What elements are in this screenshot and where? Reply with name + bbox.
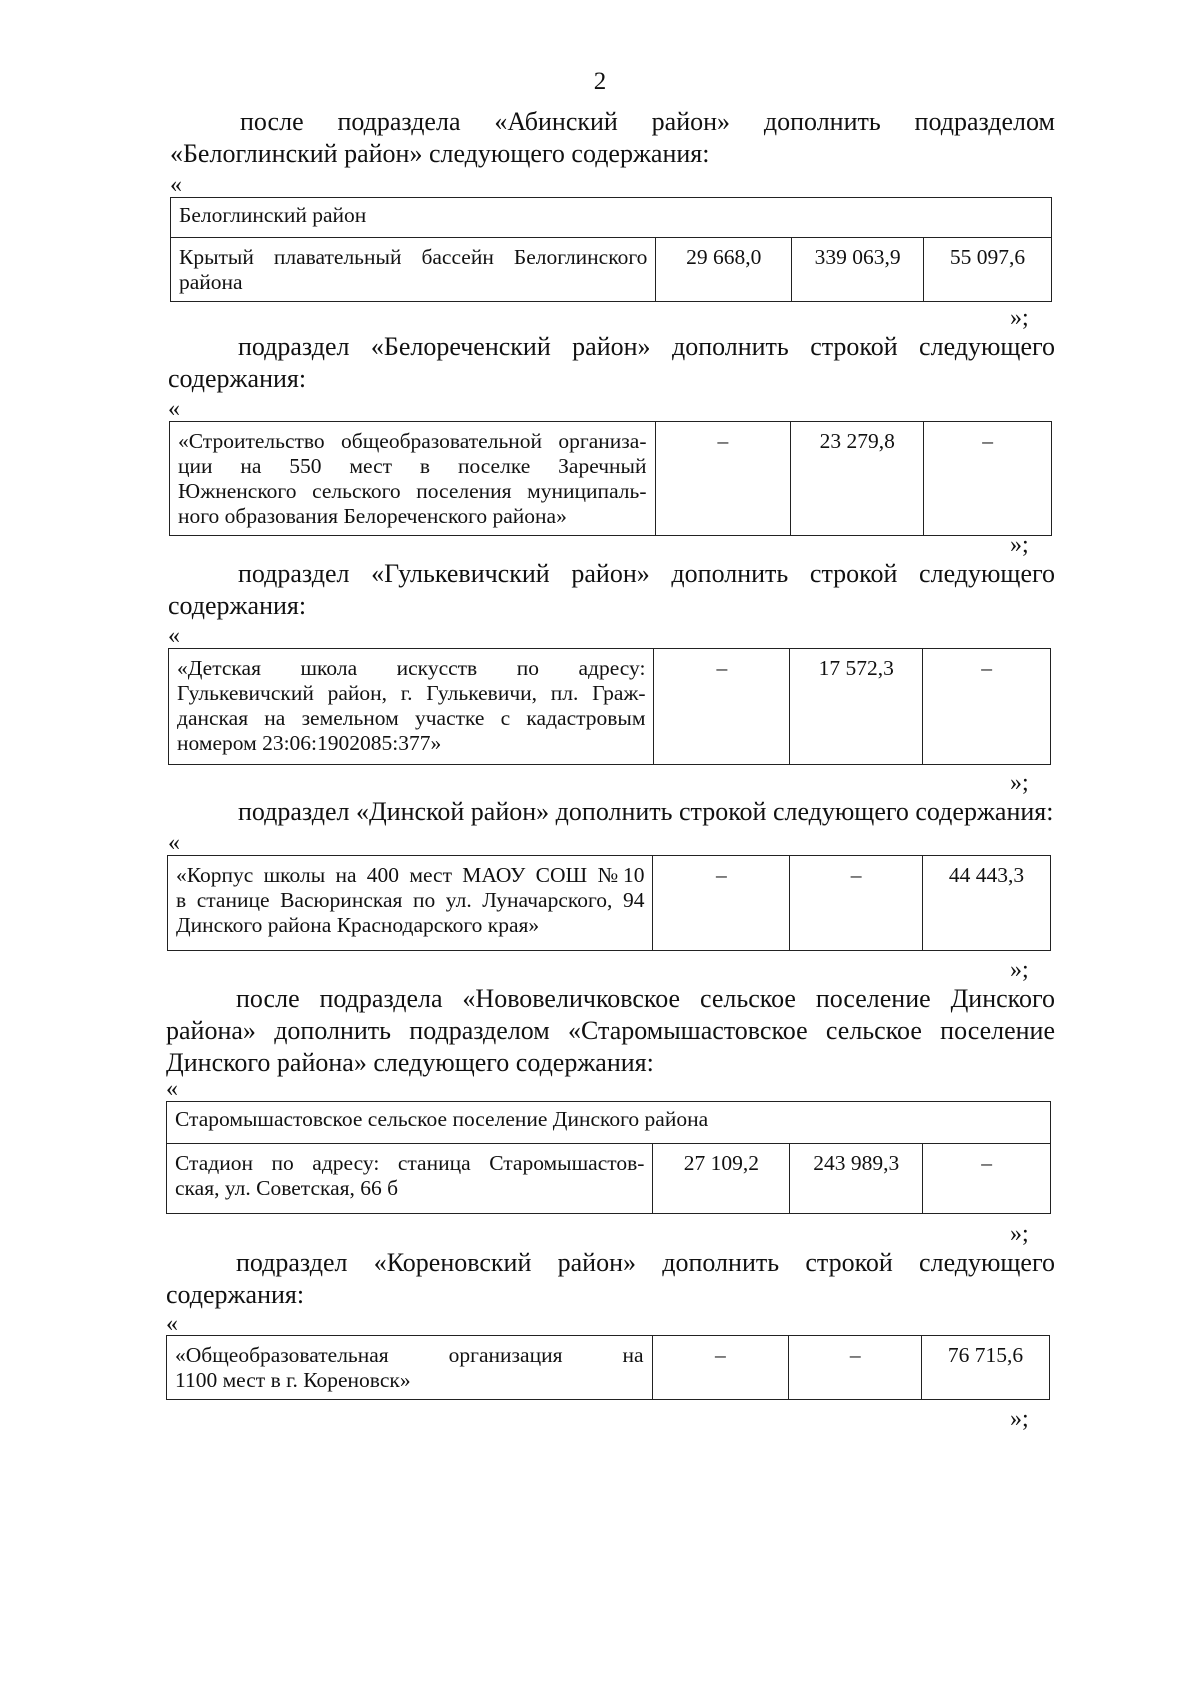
table-belogl [170, 197, 1052, 302]
value-col-3: – [924, 422, 1052, 536]
paragraph-4 [168, 796, 1055, 828]
value-col-1: – [653, 856, 790, 951]
paragraph-3 [168, 558, 1055, 622]
section-title: Старомышастовское сельское поселение Динского района [167, 1102, 1051, 1144]
value-col-1: – [655, 422, 791, 536]
object-name: Стадион по адресу: станица Старомышастов- ская, ул. Советская, 66 б [167, 1144, 653, 1214]
close-quote-2: »; [1010, 532, 1029, 558]
paragraph-3-line-2: содержания: [168, 591, 307, 620]
value-col-1: 27 109,2 [653, 1144, 790, 1214]
table-row [170, 422, 1052, 536]
table-row [167, 1336, 1050, 1400]
table-gulkev [168, 648, 1051, 765]
table-row [171, 238, 1052, 302]
paragraph-1-line-1: после подраздела «Абинский район» дополнить подразделом [240, 107, 1055, 136]
table-row [167, 1144, 1051, 1214]
open-quote-2: « [168, 396, 180, 422]
section-title: Белоглинский район [171, 198, 1052, 238]
object-name: «Общеобразовательная организация на 1100 мест в г. Кореновск» [167, 1336, 653, 1400]
paragraph-6 [166, 1247, 1055, 1311]
paragraph-6-line-1: подраздел «Кореновский район» дополнить строкой следующего [236, 1248, 1055, 1277]
open-quote-3: « [168, 623, 180, 649]
open-quote-6: « [166, 1311, 178, 1337]
paragraph-5-line-2: района» дополнить подразделом «Старомышастовское сельское поселение [166, 1016, 1055, 1045]
table-beloreck [169, 421, 1052, 536]
value-col-3: 76 715,6 [922, 1336, 1050, 1400]
close-quote-6: »; [1010, 1406, 1029, 1432]
open-quote-5: « [166, 1076, 178, 1102]
paragraph-2-line-2: содержания: [168, 364, 307, 393]
close-quote-1: »; [1010, 305, 1029, 331]
paragraph-1 [170, 106, 1055, 170]
table-korenov [166, 1335, 1050, 1400]
table-row [169, 649, 1051, 765]
value-col-2: 17 572,3 [790, 649, 923, 765]
value-col-2: – [790, 856, 923, 951]
paragraph-5-line-3: Динского района» следующего содержания: [166, 1048, 654, 1077]
close-quote-5: »; [1010, 1221, 1029, 1247]
table-staromysh [166, 1101, 1051, 1214]
close-quote-3: »; [1010, 770, 1029, 796]
table-dinsk [167, 855, 1051, 951]
paragraph-4-line-1: подраздел «Динской район» дополнить строкой следующего содержания: [238, 797, 1054, 826]
value-col-2: 23 279,8 [791, 422, 924, 536]
value-col-1: – [654, 649, 790, 765]
value-col-2: – [789, 1336, 922, 1400]
open-quote-1: « [170, 172, 182, 198]
value-col-3: – [923, 649, 1051, 765]
paragraph-5 [166, 983, 1055, 1079]
close-quote-4: »; [1010, 957, 1029, 983]
paragraph-2 [168, 331, 1055, 395]
page-number: 2 [593, 68, 607, 95]
paragraph-6-line-2: содержания: [166, 1280, 305, 1309]
value-col-1: 29 668,0 [656, 238, 792, 302]
object-name: «Корпус школы на 400 мест МАОУ СОШ №10 в станице Васюринская по ул. Луначарского, 94 Динского района Краснодарского края» [168, 856, 653, 951]
table-row [168, 856, 1051, 951]
value-col-3: 55 097,6 [924, 238, 1052, 302]
paragraph-5-line-1: после подраздела «Нововеличковское сельское поселение Динского [236, 984, 1055, 1013]
paragraph-3-line-1: подраздел «Гулькевичский район» дополнить строкой следующего [238, 559, 1055, 588]
value-col-2: 243 989,3 [790, 1144, 923, 1214]
value-col-3: 44 443,3 [923, 856, 1051, 951]
table-section-row [167, 1102, 1051, 1144]
table-section-row [171, 198, 1052, 238]
value-col-2: 339 063,9 [792, 238, 924, 302]
value-col-3: – [923, 1144, 1051, 1214]
paragraph-1-line-2: «Белоглинский район» следующего содержания: [170, 139, 710, 168]
object-name: Крытый плавательный бассейн Белоглинского района [171, 238, 656, 302]
object-name: «Детская школа искусств по адресу: Гулькевичский район, г. Гулькевичи, пл. Граж- данская на земельном участке с кадастровым номером 23:06:1902085:377» [169, 649, 654, 765]
value-col-1: – [652, 1336, 789, 1400]
object-name: «Строительство общеобразовательной организа- ции на 550 мест в поселке Заречный Южненского сельского поселения муниципаль- ного образования Белореченского района» [170, 422, 656, 536]
paragraph-2-line-1: подраздел «Белореченский район» дополнить строкой следующего [238, 332, 1055, 361]
open-quote-4: « [168, 830, 180, 856]
